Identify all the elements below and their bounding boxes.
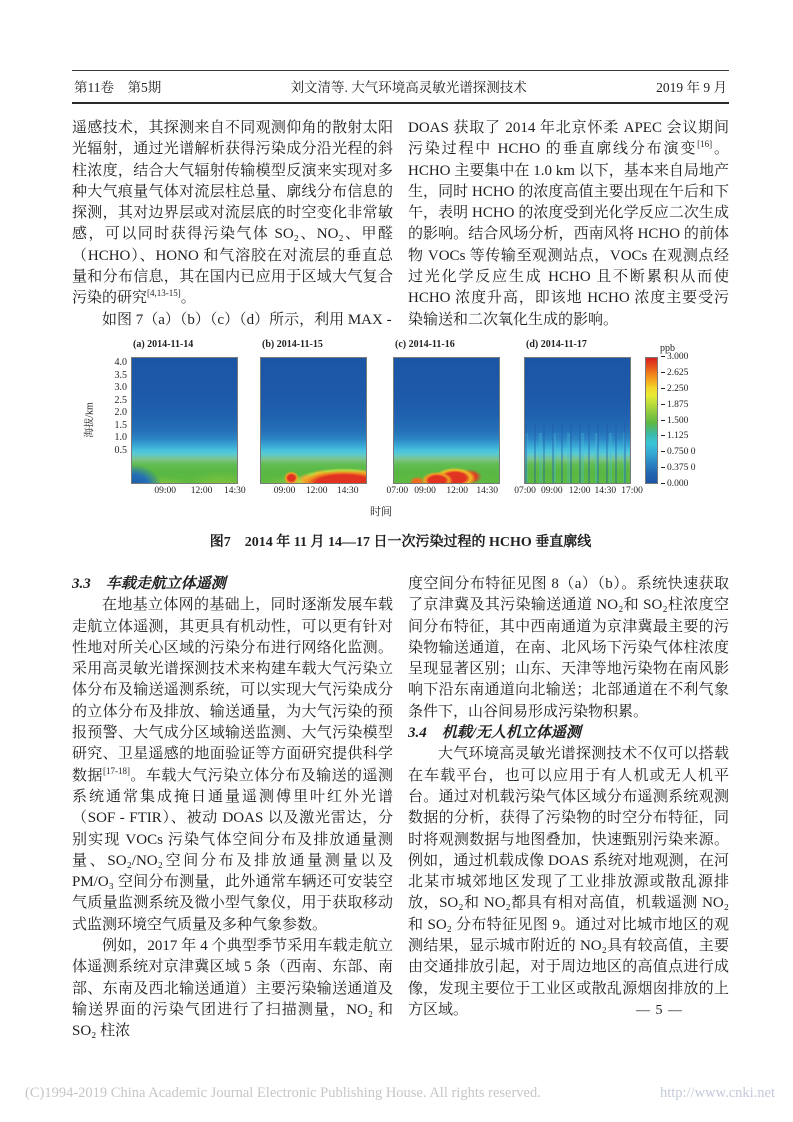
top-left-column: [72, 118, 393, 331]
y-tick: 0.5: [114, 444, 127, 456]
running-title: 刘文清等. 大气环境高灵敏光谱探测技术: [290, 80, 527, 95]
x-tick: 09:00: [540, 485, 563, 496]
panel-d-title: (d) 2014-11-17: [526, 338, 587, 350]
y-tick: 4.0: [114, 356, 127, 368]
colorbar-tick: 0.750 0: [661, 447, 696, 457]
issue-date: 2019 年 9 月: [656, 80, 727, 95]
journal-header: [72, 70, 729, 104]
y-axis-label: 海拔/km: [84, 402, 96, 438]
paragraph: 例如，2017 年 4 个典型季节采用车载走航立体遥测系统对京津冀区域 5 条（西南、东部、南部、东南及西北输送通道）主要污染输送通道及输送界面的污染气团进行了扫描测量，NO₂ 和 SO₂ 柱浓: [72, 938, 393, 1040]
colorbar-tick: 1.125: [661, 431, 688, 441]
heatmap-c: [393, 357, 500, 484]
y-tick: 3.0: [114, 381, 127, 393]
heatmap-a: [131, 357, 238, 484]
top-text-columns: [72, 118, 729, 331]
x-tick: 12:00: [568, 485, 591, 496]
x-tick: 12:00: [305, 485, 328, 496]
y-tick: 2.5: [114, 394, 127, 406]
colorbar-unit: ppb: [660, 342, 675, 354]
colorbar-tick: 2.250: [661, 384, 688, 394]
paragraph: 在地基立体网的基础上，同时逐渐发展车载走航立体遥测，其更具有机动性，可以更有针对性地对所关心区域的污染分布进行网络化监测。采用高灵敏光谱探测技术来构建车载大气污染立体分布及输送遥测系统，可以实现大气污染成分的立体分布及排放、输送通量，为大气污染的预报预警、大气成分区域输送监测、大气污染模型研究、卫星遥感的地面验证等方面研究提供科学数据[17-18]。车载大气污染立体分布及输送的遥测系统通常集成掩日通量遥测傅里叶红外光谱（SOF - FTIR）、被动 DOAS 以及激光雷达，分别实现 VOCs 污染气体空间分布及排放通量测量、SO₂/NO₂空间分布及排放通量测量以及 PM/O₃ 空间分布测量，此外通常车辆还可安装空气质量监测系统及微小型气象仪，用于获取移动式监测环境空气质量及多种气象参数。: [72, 597, 393, 933]
x-tick: 14:30: [476, 485, 498, 496]
heatmap-d: [524, 357, 631, 484]
x-tick: 14:30: [594, 485, 617, 496]
panel-a-xticks: [131, 485, 246, 498]
panel-c-title: (c) 2014-11-16: [395, 338, 455, 350]
x-tick: 09:00: [154, 485, 177, 496]
paragraph: 大气环境高灵敏光谱探测技术不仅可以搭载在车载平台，也可以应用于有人机或无人机平台。通过对机载污染气体区域分布遥测系统观测数据的分析，获得了污染物的时空分布特征，同时将观测数据与地图叠加，快速甄别污染来源。例如，通过机载成像 DOAS 系统对地观测，在河北某市城郊地区发现了工业排放源或散乱源排放，SO₂和 NO₂都具有相对高值，机载遥测 NO₂ 和 SO₂ 分布特征见图 9。通过对比城市地区的观测结果，显示城市附近的 NO₂具有较高值，主要由交通排放引起，对于周边地区的高值点进行成像，发现主要位于工业区或散乱源烟囱排放的上方区域。: [408, 746, 729, 1018]
panel-c-xticks: [386, 485, 500, 498]
colorbar-tick: 3.000: [661, 352, 688, 362]
figure-7: [72, 335, 729, 523]
panel-d-xticks: [514, 485, 643, 498]
colorbar-tick: 0.375 0: [661, 463, 696, 473]
colorbar-tick: 1.875: [661, 400, 688, 410]
x-axis-label: 时间: [370, 505, 392, 518]
x-tick: 09:00: [414, 485, 436, 496]
section-heading-3-3: 3.3 车载走航立体遥测: [72, 575, 226, 592]
bottom-text-columns: [72, 574, 729, 1043]
y-tick: 2.0: [114, 406, 127, 418]
x-tick: 07:00: [386, 485, 409, 496]
heatmap-panel-d: [514, 335, 643, 505]
paragraph: DOAS 获取了 2014 年北京怀柔 APEC 会议期间污染过程中 HCHO 的垂直廓线分布演变[16]。HCHO 主要集中在 1.0 km 以下，基本来自局地产生，同时 HCHO 的浓度高值主要出现在午后和下午，表明 HCHO 的浓度受到光化学反应二次生成的影响。结合风场分析，西南风将 HCHO 的前体物 VOCs 等传输至观测站点，VOCs 在观测点经过光化学反应生成 HCHO 且不断累积从而使 HCHO 浓度升高，即该地 HCHO 浓度主要受污染输送和二次氧化生成的影响。: [408, 120, 729, 328]
bottom-right-column: [408, 574, 729, 1043]
x-tick: 14:30: [336, 485, 359, 496]
page-content: [72, 70, 729, 1043]
y-tick: 1.0: [114, 431, 127, 443]
volume-issue: 第11卷 第5期: [74, 80, 162, 95]
y-tick: 3.5: [114, 369, 127, 381]
page-footer: [25, 1085, 775, 1102]
heatmap-b: [260, 357, 367, 484]
colorbar: [645, 357, 658, 484]
x-tick: 07:00: [514, 485, 536, 496]
bottom-left-column: [72, 574, 393, 1043]
paragraph: 遥感技术，其探测来自不同观测仰角的散射太阳光辐射，通过光谱解析获得污染成分沿光程的斜柱浓度，结合大气辐射传输模型反演来实现对多种大气痕量气体对流层柱总量、廓线分布信息的探测，其对边界层或对流层底的时空变化非常敏感，可以同时获得污染气体 SO₂、NO₂、甲醛（HCHO）、HONO 和气溶胶在对流层的垂直总量和分布信息，其在国内已应用于区域大气复合污染的研究[4,13-15]。: [72, 120, 393, 307]
x-tick: 14:30: [223, 485, 246, 496]
paragraph: 如图 7（a）（b）（c）（d）所示，利用 MAX -: [102, 311, 392, 328]
x-tick: 09:00: [273, 485, 296, 496]
x-tick: 12:00: [190, 485, 213, 496]
x-tick: 12:00: [446, 485, 469, 496]
panel-b-title: (b) 2014-11-15: [262, 338, 323, 350]
y-tick: 1.5: [114, 419, 127, 431]
heatmap-panel-b: [260, 335, 367, 505]
colorbar-tick: 1.500: [661, 416, 688, 426]
x-tick: 17:00: [621, 485, 643, 496]
top-right-column: [408, 118, 729, 331]
colorbar-tick: 0.000: [661, 479, 688, 489]
heatmap-panel-c: [386, 335, 500, 505]
page-number: — 5 —: [636, 1003, 683, 1018]
paragraph: 度空间分布特征见图 8（a）（b）。系统快速获取了京津冀及其污染输送通道 NO₂和 SO₂柱浓度空间分布特征，其中西南通道为京津冀最主要的污染物输送通道，在南、北风场下污染气体柱浓度呈现显著区别；山东、天津等地污染物在南风影响下沿东南通道向北输送；北部通道在不利气象条件下，山谷间易形成污染物积累。: [408, 575, 729, 720]
figure-caption: 图7 2014 年 11 月 14—17 日一次污染过程的 HCHO 垂直廓线: [209, 534, 592, 550]
colorbar-tick: 2.625: [661, 368, 688, 378]
section-heading-3-4: 3.4 机载/无人机立体遥测: [408, 725, 581, 742]
panel-a-title: (a) 2014-11-14: [133, 338, 194, 350]
heatmap-panel-a: [131, 335, 246, 505]
footer-copyright: (C)1994-2019 China Academic Journal Electronic Publishing House. All rights reserved.: [25, 1085, 541, 1101]
footer-url: http://www.cnki.net: [659, 1085, 775, 1101]
panel-b-xticks: [260, 486, 367, 498]
